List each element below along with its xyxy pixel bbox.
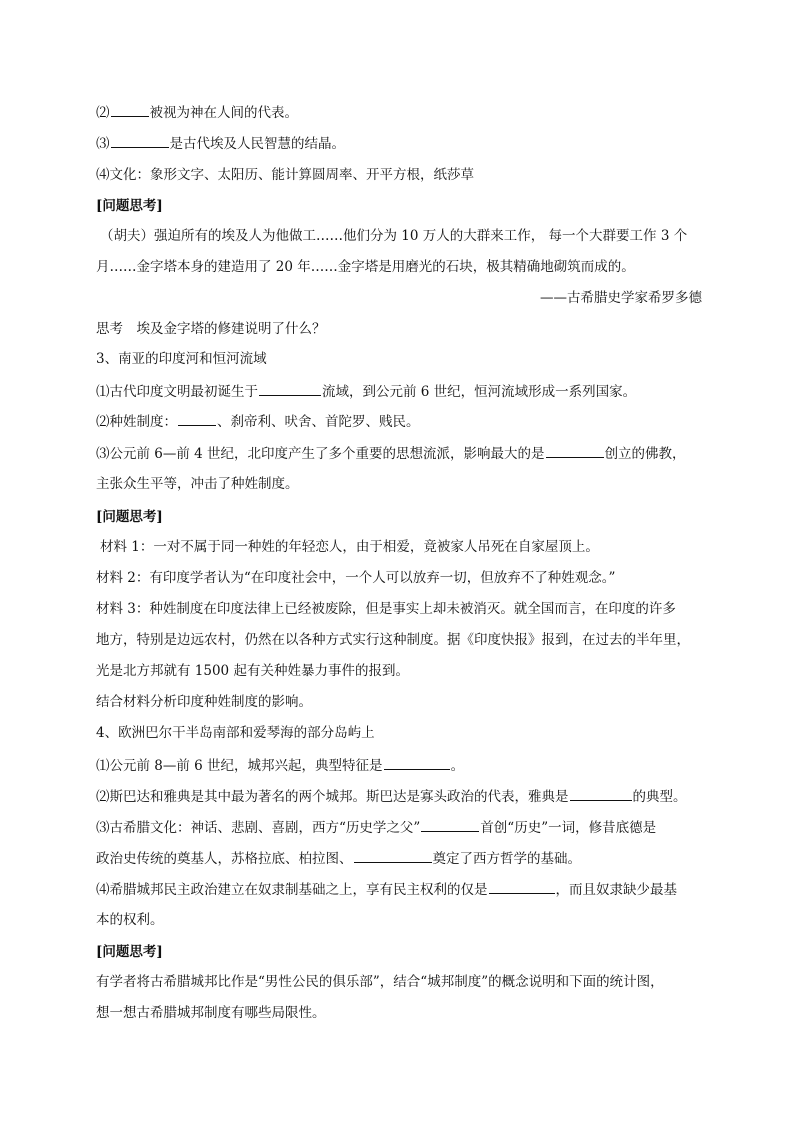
fill-blank[interactable]	[384, 756, 450, 770]
material-line: 地方，特别是边远农村，仍然在以各种方式实行这种制度。据《印度快报》报到，在过去的半年里，	[96, 632, 690, 648]
material-line: 材料 1：一对不属于同一种姓的年轻恋人，由于相爱，竟被家人吊死在自家屋顶上。	[100, 539, 599, 555]
india-item-2: ⑵种姓制度： 、刹帝利、吠舍、首陀罗、贱民。	[96, 414, 420, 430]
section-heading-greece: 4、欧洲巴尔干半岛南部和爱琴海的部分岛屿上	[96, 725, 375, 741]
fill-blank[interactable]	[178, 412, 216, 426]
question-text: 想一想古希腊城邦制度有哪些局限性。	[96, 1005, 326, 1021]
fill-blank[interactable]	[489, 880, 555, 894]
material-line: 材料 3：种姓制度在印度法律上已经被废除，但是事实上却未被消灭。就全国而言，在印度的许多	[96, 601, 676, 617]
quote-line: 月……金字塔本身的建造用了 20 年……金字塔是用磨光的石块，极其精确地砌筑而成的。	[96, 259, 635, 275]
india-item-1: ⑴古代印度文明最初诞生于 流域，到公元前 6 世纪，恒河流域形成一系列国家。	[96, 384, 637, 400]
quote-attribution: ——古希腊史学家希罗多德	[540, 290, 702, 306]
question-text: 有学者将古希腊城邦比作是“男性公民的俱乐部”，结合“城邦制度”的概念说明和下面的统计图，	[96, 974, 664, 990]
section-heading-question: [问题思考]	[96, 198, 163, 214]
greece-item-4: ⑷希腊城邦民主政治建立在奴隶制基础之上，享有民主权利的仅是 ，而且奴隶缺少最基	[96, 882, 677, 898]
greece-item-1: ⑴公元前 8—前 6 世纪，城邦兴起，典型特征是 。	[96, 758, 465, 774]
egypt-item-2: ⑵ 被视为神在人间的代表。	[96, 105, 298, 121]
greece-item-2: ⑵斯巴达和雅典是其中最为著名的两个城邦。斯巴达是寡头政治的代表，雅典是 的典型。	[96, 789, 687, 805]
material-line: 材料 2：有印度学者认为“在印度社会中，一个人可以放弃一切，但放弃不了种姓观念。”	[96, 570, 616, 586]
greece-item-3-cont: 政治史传统的奠基人，苏格拉底、柏拉图、 奠定了西方哲学的基础。	[96, 851, 581, 867]
greece-item-3: ⑶古希腊文化：神话、悲剧、喜剧，西方“历史学之父” 首创“历史”一词，修昔底德是	[96, 820, 657, 836]
fill-blank[interactable]	[354, 849, 432, 863]
india-item-3: ⑶公元前 6—前 4 世纪，北印度产生了多个重要的思想流派，影响最大的是 创立的佛教，	[96, 446, 686, 462]
egypt-item-3: ⑶ 是古代埃及人民智慧的结晶。	[96, 136, 345, 152]
section-heading-question: [问题思考]	[96, 944, 163, 960]
section-heading-question: [问题思考]	[96, 509, 163, 525]
material-line: 光是北方邦就有 1500 起有关种姓暴力事件的报到。	[96, 663, 409, 679]
india-item-3-cont: 主张众生平等，冲击了种姓制度。	[96, 476, 299, 492]
section-heading-india: 3、南亚的印度河和恒河流域	[96, 351, 267, 367]
fill-blank[interactable]	[111, 103, 149, 117]
greece-item-4-cont: 本的权利。	[96, 912, 164, 928]
fill-blank[interactable]	[546, 444, 604, 458]
question-text: 思考 埃及金字塔的修建说明了什么？	[96, 321, 326, 337]
question-text: 结合材料分析印度种姓制度的影响。	[96, 694, 312, 710]
quote-line: （胡夫）强迫所有的埃及人为他做工……他们分为 10 万人的大群来工作， 每一个大群要工作 3 个	[100, 228, 688, 244]
fill-blank[interactable]	[570, 787, 632, 801]
fill-blank[interactable]	[259, 382, 321, 396]
egypt-item-4: ⑷文化：象形文字、太阳历、能计算圆周率、开平方根，纸莎草	[96, 167, 474, 183]
fill-blank[interactable]	[421, 818, 479, 832]
fill-blank[interactable]	[111, 134, 169, 148]
